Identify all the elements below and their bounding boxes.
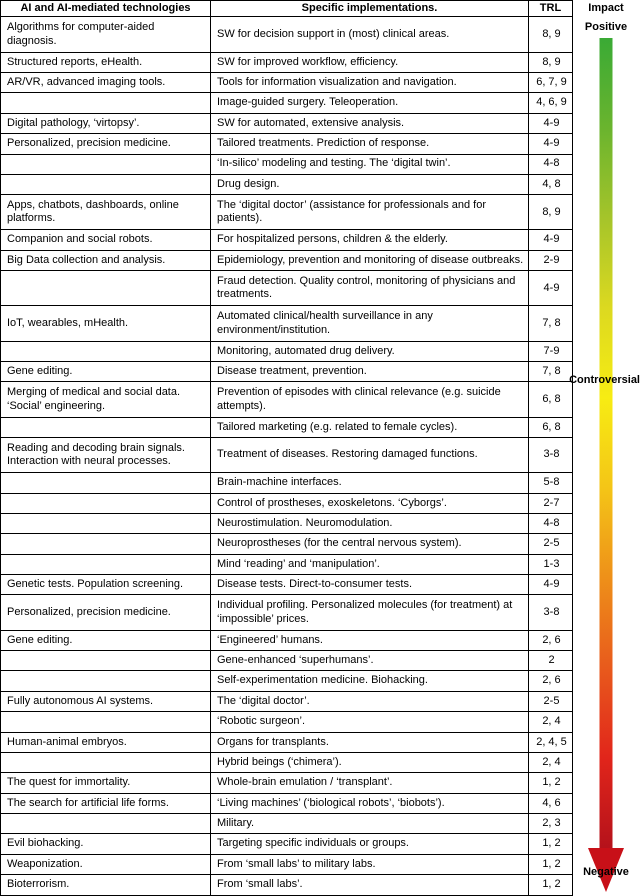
technology-cell: Genetic tests. Population screening. [1,575,211,595]
trl-cell: 2, 6 [529,630,573,650]
technology-cell: Structured reports, eHealth. [1,52,211,72]
technology-cell: Merging of medical and social data. ‘Social’ engineering. [1,382,211,417]
implementation-cell: Tailored marketing (e.g. related to female cycles). [211,417,529,437]
implementation-cell: Whole-brain emulation / ‘transplant’. [211,773,529,793]
trl-cell: 4, 8 [529,174,573,194]
technology-cell: Reading and decoding brain signals. Interaction with neural processes. [1,438,211,473]
technology-cell [1,651,211,671]
technology-cell: Bioterrorism. [1,875,211,896]
implementation-cell: Automated clinical/health surveillance in any environment/institution. [211,306,529,341]
table-row [1,73,573,93]
table-row [1,671,573,691]
technology-cell: IoT, wearables, mHealth. [1,306,211,341]
implementation-cell: Brain-machine interfaces. [211,473,529,493]
trl-cell: 3-8 [529,438,573,473]
impact-negative-label: Negative [583,866,629,878]
impact-controversial-label: Controversial [569,374,640,386]
table-row [1,854,573,874]
implementation-cell: Disease treatment, prevention. [211,362,529,382]
technology-cell: Apps, chatbots, dashboards, online platforms. [1,195,211,230]
trl-cell: 1, 2 [529,875,573,896]
table-row [1,575,573,595]
implementation-cell: From ‘small labs’. [211,875,529,896]
trl-cell: 4-9 [529,134,573,154]
trl-cell: 2 [529,651,573,671]
implementation-cell: Monitoring, automated drug delivery. [211,341,529,361]
trl-cell: 7-9 [529,341,573,361]
table-row [1,154,573,174]
table-row [1,493,573,513]
implementation-cell: The ‘digital doctor’ (assistance for professionals and for patients). [211,195,529,230]
trl-cell: 2, 4 [529,712,573,732]
technology-cell [1,554,211,574]
technology-cell: The search for artificial life forms. [1,793,211,813]
table-row [1,306,573,341]
technology-cell [1,154,211,174]
table-row [1,271,573,306]
trl-cell: 4-9 [529,113,573,133]
implementation-cell: Tailored treatments. Prediction of response. [211,134,529,154]
implementation-cell: ‘Living machines’ (‘biological robots’, ‘biobots’). [211,793,529,813]
table-row [1,382,573,417]
implementation-cell: Drug design. [211,174,529,194]
implementation-cell: Disease tests. Direct-to-consumer tests. [211,575,529,595]
trl-cell: 1, 2 [529,773,573,793]
technology-cell [1,534,211,554]
trl-cell: 2-7 [529,493,573,513]
trl-cell: 1, 2 [529,834,573,854]
table-row [1,134,573,154]
trl-cell: 2-5 [529,691,573,711]
table-row [1,362,573,382]
technology-cell: Weaponization. [1,854,211,874]
table-row [1,513,573,533]
implementation-cell: From ‘small labs’ to military labs. [211,854,529,874]
implementation-cell: Neuroprostheses (for the central nervous system). [211,534,529,554]
technology-cell [1,93,211,113]
trl-cell: 4, 6, 9 [529,93,573,113]
table-row [1,17,573,52]
table-row [1,473,573,493]
implementation-cell: The ‘digital doctor’. [211,691,529,711]
trl-cell: 2, 6 [529,671,573,691]
trl-cell: 6, 8 [529,382,573,417]
table-row [1,230,573,250]
technology-cell [1,671,211,691]
technology-cell: Fully autonomous AI systems. [1,691,211,711]
table-row [1,773,573,793]
header-row [1,1,573,17]
technology-cell: Algorithms for computer-aided diagnosis. [1,17,211,52]
table-row [1,250,573,270]
technology-cell: Digital pathology, ‘virtopsy’. [1,113,211,133]
implementation-cell: Fraud detection. Quality control, monitoring of physicians and treatments. [211,271,529,306]
implementation-cell: SW for decision support in (most) clinical areas. [211,17,529,52]
technology-cell [1,174,211,194]
trl-cell: 8, 9 [529,17,573,52]
table-row [1,417,573,437]
table-row [1,630,573,650]
table-row [1,834,573,854]
implementation-cell: Organs for transplants. [211,732,529,752]
trl-cell: 4-9 [529,271,573,306]
trl-cell: 7, 8 [529,306,573,341]
table-row [1,174,573,194]
table-row [1,732,573,752]
table-row [1,93,573,113]
technology-cell [1,814,211,834]
implementation-cell: Targeting specific individuals or groups. [211,834,529,854]
impact-positive-label: Positive [584,21,628,33]
trl-cell: 5-8 [529,473,573,493]
header-technologies: AI and AI-mediated technologies [1,1,211,17]
technology-cell: Evil biohacking. [1,834,211,854]
trl-cell: 2, 3 [529,814,573,834]
technology-cell: Human-animal embryos. [1,732,211,752]
trl-cell: 6, 8 [529,417,573,437]
technology-cell: Gene editing. [1,362,211,382]
implementation-cell: ‘In-silico’ modeling and testing. The ‘digital twin’. [211,154,529,174]
trl-cell: 7, 8 [529,362,573,382]
technology-cell: Personalized, precision medicine. [1,134,211,154]
technology-cell [1,513,211,533]
trl-cell: 1, 2 [529,854,573,874]
implementation-cell: Neurostimulation. Neuromodulation. [211,513,529,533]
trl-cell: 2, 4, 5 [529,732,573,752]
technology-cell: Big Data collection and analysis. [1,250,211,270]
implementation-cell: Epidemiology, prevention and monitoring of disease outbreaks. [211,250,529,270]
trl-cell: 1-3 [529,554,573,574]
trl-cell: 6, 7, 9 [529,73,573,93]
table-row [1,534,573,554]
implementation-cell: Image-guided surgery. Teleoperation. [211,93,529,113]
trl-cell: 2-9 [529,250,573,270]
trl-cell: 2-5 [529,534,573,554]
table-row [1,52,573,72]
header-trl: TRL [529,1,573,17]
table-row [1,875,573,896]
table-row [1,651,573,671]
implementation-cell: Individual profiling. Personalized molecules (for treatment) at ‘impossible’ prices. [211,595,529,630]
technology-cell: Personalized, precision medicine. [1,595,211,630]
trl-cell: 3-8 [529,595,573,630]
impact-gradient-bar [600,38,613,848]
trl-cell: 4-8 [529,154,573,174]
trl-cell: 4-9 [529,230,573,250]
implementation-cell: For hospitalized persons, children & the elderly. [211,230,529,250]
table-row [1,195,573,230]
table-row [1,113,573,133]
table-row [1,438,573,473]
trl-cell: 4-9 [529,575,573,595]
trl-cell: 2, 4 [529,752,573,772]
table-row [1,554,573,574]
implementation-cell: Control of prostheses, exoskeletons. ‘Cyborgs’. [211,493,529,513]
trl-cell: 4, 6 [529,793,573,813]
table-row [1,691,573,711]
impact-panel [569,0,640,896]
implementation-cell: SW for improved workflow, efficiency. [211,52,529,72]
table-row [1,814,573,834]
implementation-cell: Mind ‘reading’ and ‘manipulation’. [211,554,529,574]
implementation-cell: Treatment of diseases. Restoring damaged functions. [211,438,529,473]
trl-cell: 8, 9 [529,195,573,230]
technology-cell [1,752,211,772]
trl-cell: 4-8 [529,513,573,533]
technology-cell: AR/VR, advanced imaging tools. [1,73,211,93]
implementation-cell: Military. [211,814,529,834]
technology-cell [1,417,211,437]
technology-cell [1,712,211,732]
technology-cell [1,473,211,493]
technology-cell [1,341,211,361]
implementation-cell: Gene-enhanced ‘superhumans’. [211,651,529,671]
technology-cell: Gene editing. [1,630,211,650]
trl-cell: 8, 9 [529,52,573,72]
implementation-cell: ‘Robotic surgeon’. [211,712,529,732]
table-row [1,712,573,732]
implementation-cell: Hybrid beings (‘chimera’). [211,752,529,772]
implementation-cell: Self-experimentation medicine. Biohacking. [211,671,529,691]
table-row [1,595,573,630]
implementation-cell: Prevention of episodes with clinical relevance (e.g. suicide attempts). [211,382,529,417]
table-row [1,793,573,813]
technology-cell [1,271,211,306]
implementation-cell: ‘Engineered’ humans. [211,630,529,650]
implementation-cell: Tools for information visualization and navigation. [211,73,529,93]
table-row [1,341,573,361]
technology-cell: The quest for immortality. [1,773,211,793]
header-implementations: Specific implementations. [211,1,529,17]
table-row [1,752,573,772]
technology-cell [1,493,211,513]
technology-cell: Companion and social robots. [1,230,211,250]
impact-title: Impact [588,2,624,14]
implementation-cell: SW for automated, extensive analysis. [211,113,529,133]
